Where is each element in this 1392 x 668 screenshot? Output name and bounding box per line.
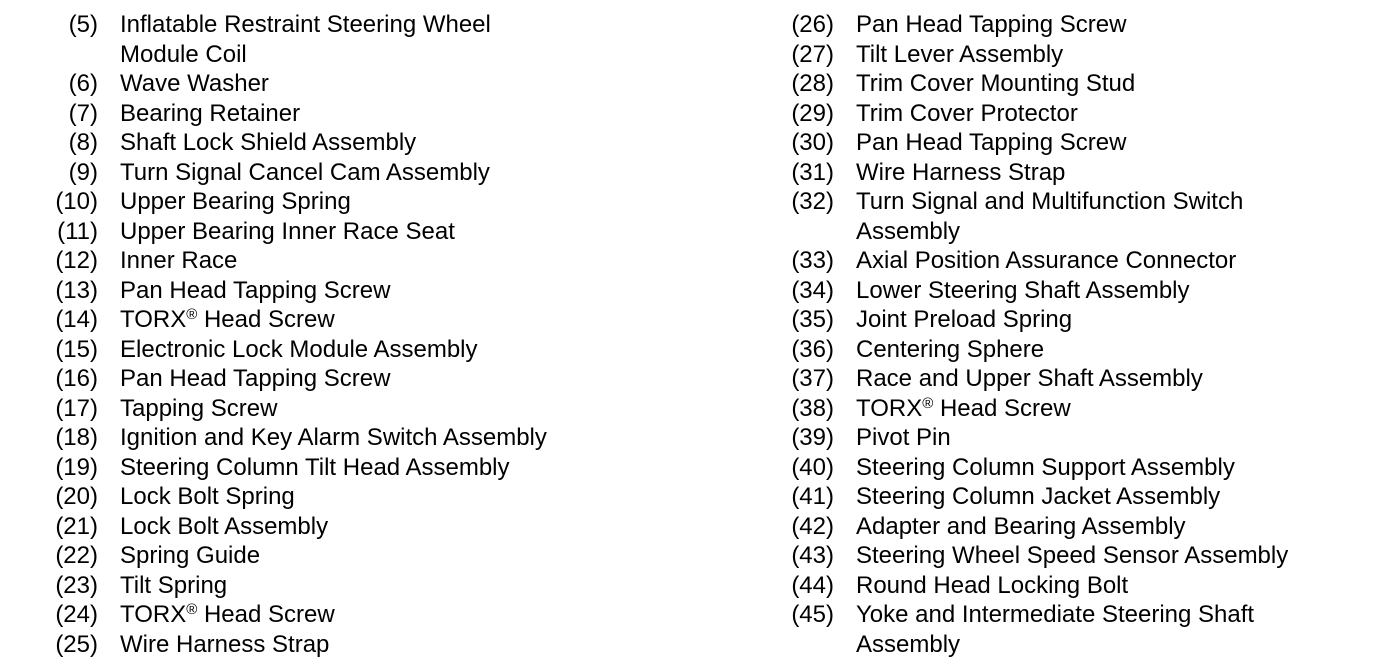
item-number: (29) (791, 99, 834, 127)
item-description-line: Turn Signal and Multifunction Switch (856, 188, 1244, 215)
item-description-line: Lock Bolt Assembly (120, 512, 329, 540)
item-description (834, 10, 1376, 40)
item-description-line: Assembly (856, 217, 961, 245)
item-description (834, 276, 1376, 306)
item-description (98, 541, 680, 571)
parts-list-item (40, 512, 680, 542)
item-description-line: Joint Preload Spring (856, 306, 1073, 333)
item-number: (37) (791, 365, 834, 392)
item-number: (18) (55, 424, 98, 451)
item-description-line: Steering Wheel Speed Sensor Assembly (856, 542, 1289, 569)
item-number: (27) (791, 40, 834, 68)
item-description (98, 335, 680, 365)
item-description (98, 482, 680, 512)
item-description-line: Assembly (856, 630, 961, 658)
parts-list-item (40, 630, 680, 660)
parts-list-item (40, 305, 680, 335)
item-number: (19) (55, 453, 98, 481)
item-number: (9) (68, 158, 98, 186)
item-number: (32) (791, 188, 834, 215)
parts-list-item (40, 453, 680, 483)
item-description (98, 423, 680, 453)
item-number: (43) (791, 542, 834, 569)
item-description (834, 246, 1376, 276)
item-description (98, 217, 680, 247)
item-description-line: Wire Harness Strap (856, 158, 1066, 186)
item-number: (41) (791, 483, 834, 510)
item-description-line: Steering Column Support Assembly (856, 453, 1235, 481)
parts-list-item (40, 571, 680, 601)
item-description (98, 246, 680, 276)
item-description (98, 128, 680, 158)
item-description (834, 482, 1376, 512)
item-number: (34) (791, 276, 834, 304)
item-number: (13) (55, 276, 98, 304)
parts-list-item (776, 364, 1376, 394)
item-number: (30) (791, 129, 834, 156)
item-number: (16) (55, 365, 98, 392)
parts-list-item (40, 600, 680, 630)
parts-list-item (776, 69, 1376, 99)
item-number: (39) (791, 424, 834, 451)
parts-list-item (40, 10, 680, 69)
parts-list-item (40, 276, 680, 306)
item-description-line: TORX® Head Screw (856, 394, 1071, 422)
item-description-line: Pan Head Tapping Screw (856, 11, 1127, 38)
parts-list-item (40, 364, 680, 394)
item-number: (38) (791, 394, 834, 422)
item-description-line: Pan Head Tapping Screw (856, 129, 1127, 156)
item-description (98, 158, 680, 188)
parts-list-item (40, 335, 680, 365)
item-number: (17) (55, 394, 98, 422)
item-description-line: Spring Guide (120, 542, 261, 569)
item-description-line: Steering Column Tilt Head Assembly (120, 453, 510, 481)
parts-list-item (40, 69, 680, 99)
item-description (98, 10, 680, 69)
item-description (834, 158, 1376, 188)
item-description (834, 69, 1376, 99)
item-description (98, 187, 680, 217)
item-description-line: Upper Bearing Inner Race Seat (120, 217, 455, 245)
item-description (834, 571, 1376, 601)
item-description-line: Steering Column Jacket Assembly (856, 483, 1221, 510)
item-description (834, 40, 1376, 70)
parts-list-item (776, 40, 1376, 70)
parts-list-item (40, 99, 680, 129)
parts-list-item (776, 187, 1376, 246)
parts-list-item (40, 246, 680, 276)
item-description (98, 99, 680, 129)
item-description (834, 364, 1376, 394)
parts-list-item (776, 305, 1376, 335)
item-description-line: Yoke and Intermediate Steering Shaft (856, 601, 1255, 628)
item-description-line: TORX® Head Screw (120, 306, 335, 333)
parts-list-item (776, 394, 1376, 424)
item-description (98, 69, 680, 99)
item-number: (25) (55, 630, 98, 658)
parts-list-item (776, 99, 1376, 129)
item-description (834, 512, 1376, 542)
parts-list-item (776, 571, 1376, 601)
item-number: (6) (68, 70, 98, 97)
item-description-line: Pan Head Tapping Screw (120, 365, 391, 392)
parts-list-item (776, 10, 1376, 40)
item-number: (44) (791, 571, 834, 599)
parts-list-item (776, 512, 1376, 542)
item-description-line: Tilt Spring (120, 571, 228, 599)
parts-list-item (776, 423, 1376, 453)
parts-list-item (40, 541, 680, 571)
item-description (98, 276, 680, 306)
parts-list-left-column (40, 10, 680, 659)
item-description (834, 453, 1376, 483)
item-description (98, 453, 680, 483)
item-description-line: Trim Cover Mounting Stud (856, 70, 1136, 97)
item-description (834, 128, 1376, 158)
item-description-line: Lock Bolt Spring (120, 483, 295, 510)
item-description-line: Upper Bearing Spring (120, 188, 351, 215)
item-number: (11) (57, 217, 98, 245)
item-number: (24) (55, 601, 98, 628)
item-description-line: TORX® Head Screw (120, 601, 335, 628)
parts-list-item (776, 158, 1376, 188)
parts-list-item (776, 335, 1376, 365)
item-number: (26) (791, 11, 834, 38)
item-description (98, 600, 680, 630)
item-number: (12) (55, 247, 98, 274)
item-number: (14) (55, 306, 98, 333)
item-number: (35) (791, 306, 834, 333)
parts-list-item (776, 276, 1376, 306)
item-description (834, 99, 1376, 129)
parts-list-right-column (776, 10, 1376, 659)
item-description (834, 394, 1376, 424)
item-number: (22) (55, 542, 98, 569)
item-description (98, 305, 680, 335)
parts-list-item (40, 158, 680, 188)
item-number: (36) (791, 335, 834, 363)
item-description (98, 394, 680, 424)
item-description-line: Centering Sphere (856, 335, 1045, 363)
item-number: (31) (791, 158, 834, 186)
item-description-line: Round Head Locking Bolt (856, 571, 1129, 599)
item-description-line: Bearing Retainer (120, 99, 301, 127)
item-description (834, 423, 1376, 453)
item-description-line: Trim Cover Protector (856, 99, 1078, 127)
item-description (834, 335, 1376, 365)
item-number: (42) (791, 512, 834, 540)
item-description-line: Inflatable Restraint Steering Wheel (120, 11, 491, 38)
item-description-line: Pivot Pin (856, 424, 951, 451)
item-description-line: Axial Position Assurance Connector (856, 247, 1237, 274)
item-number: (7) (68, 99, 98, 127)
item-number: (21) (55, 512, 98, 540)
parts-list-item (776, 482, 1376, 512)
item-description-line: Wave Washer (120, 70, 269, 97)
item-description (98, 571, 680, 601)
item-number: (33) (791, 247, 834, 274)
item-description-line: Lower Steering Shaft Assembly (856, 276, 1190, 304)
item-description-line: Race and Upper Shaft Assembly (856, 365, 1203, 392)
parts-list-item (40, 482, 680, 512)
parts-list-item (776, 246, 1376, 276)
item-description (834, 541, 1376, 571)
item-description-line: Pan Head Tapping Screw (120, 276, 391, 304)
parts-list-item (40, 217, 680, 247)
parts-list-item (776, 128, 1376, 158)
item-description-line: Wire Harness Strap (120, 630, 330, 658)
item-description (98, 630, 680, 660)
item-description-line: Shaft Lock Shield Assembly (120, 129, 417, 156)
parts-list-item (40, 423, 680, 453)
parts-list-item (40, 187, 680, 217)
item-description-line: Tapping Screw (120, 394, 278, 422)
item-description-line: Module Coil (120, 40, 247, 68)
item-description (834, 600, 1376, 659)
item-description (98, 364, 680, 394)
item-description (98, 512, 680, 542)
parts-list-item (40, 394, 680, 424)
item-number: (40) (791, 453, 834, 481)
parts-list-item (776, 453, 1376, 483)
item-number: (5) (68, 11, 98, 38)
item-number: (15) (55, 335, 98, 363)
item-number: (8) (68, 129, 98, 156)
item-number: (28) (791, 70, 834, 97)
item-description (834, 305, 1376, 335)
parts-list-item (776, 600, 1376, 659)
item-number: (23) (55, 571, 98, 599)
item-description-line: Tilt Lever Assembly (856, 40, 1064, 68)
item-description-line: Adapter and Bearing Assembly (856, 512, 1186, 540)
item-description-line: Inner Race (120, 247, 238, 274)
item-number: (45) (791, 601, 834, 628)
item-number: (10) (55, 188, 98, 215)
parts-list-item (776, 541, 1376, 571)
item-description-line: Turn Signal Cancel Cam Assembly (120, 158, 490, 186)
item-number: (20) (55, 483, 98, 510)
item-description (834, 187, 1376, 246)
parts-list-item (40, 128, 680, 158)
item-description-line: Electronic Lock Module Assembly (120, 335, 478, 363)
item-description-line: Ignition and Key Alarm Switch Assembly (120, 424, 547, 451)
